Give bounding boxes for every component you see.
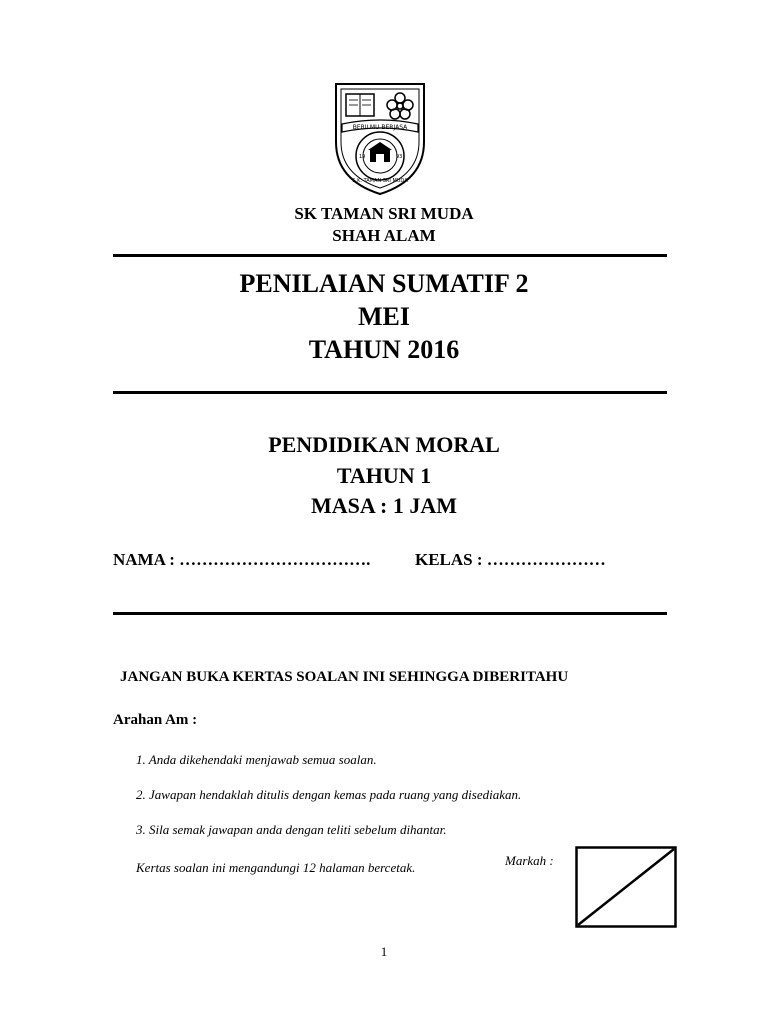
page-number: 1: [380, 944, 388, 959]
school-name: SK TAMAN SRI MUDA: [294, 204, 474, 223]
page-count-note: Kertas soalan ini mengandungi 12 halaman bercetak.: [136, 860, 416, 875]
subject-year: TAHUN 1: [336, 463, 432, 488]
warning-notice: JANGAN BUKA KERTAS SOALAN INI SEHINGGA DIBERITAHU: [120, 669, 569, 685]
instruction-item-3: 3. Sila semak jawapan anda dengan teliti sebelum dihantar.: [136, 822, 447, 837]
crest-year-left: 19: [359, 154, 366, 160]
crest-ring-text: S.K. TAMAN SRI MUDA: [352, 178, 408, 184]
crest-year-right: 93: [396, 154, 403, 160]
divider-top: [113, 254, 667, 257]
exam-title: PENILAIAN SUMATIF 2: [239, 269, 529, 298]
instruction-item-1: 1. Anda dikehendaki menjawab semua soalan.: [136, 752, 377, 767]
divider-bottom: [113, 612, 667, 615]
crest-motto: BERILMU BERJASA: [352, 124, 408, 131]
exam-month: MEI: [358, 302, 410, 331]
student-name-field[interactable]: NAMA : …………………………….: [113, 550, 371, 569]
school-location: SHAH ALAM: [332, 226, 436, 245]
subject-name: PENDIDIKAN MORAL: [268, 432, 500, 457]
marks-box: [575, 846, 677, 928]
marks-label: Markah :: [505, 853, 554, 868]
instructions-heading: Arahan Am :: [113, 712, 198, 728]
instruction-item-2: 2. Jawapan hendaklah ditulis dengan kemas pada ruang yang disediakan.: [136, 787, 522, 802]
school-crest-logo: [330, 80, 430, 198]
divider-middle: [113, 391, 667, 394]
exam-year: TAHUN 2016: [308, 335, 460, 364]
student-class-field[interactable]: KELAS : …………………: [415, 550, 606, 569]
subject-duration: MASA : 1 JAM: [310, 493, 458, 518]
